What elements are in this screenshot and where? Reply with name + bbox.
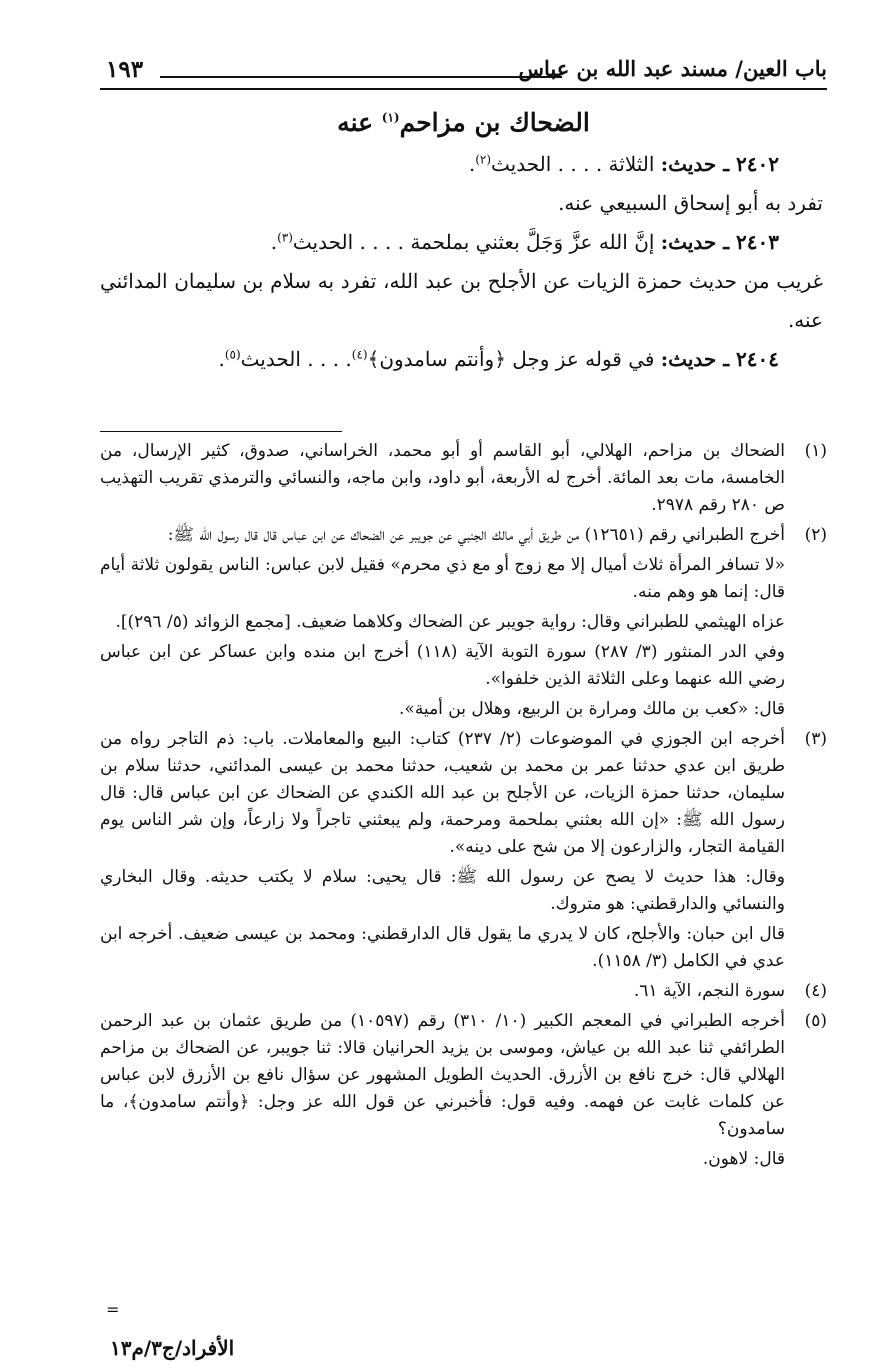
hadith-2402 xyxy=(100,145,827,184)
footnote-para: الضحاك بن مزاحم، الهلالي، أبو القاسم أو أبو محمد، الخراساني، صدوق، كثير الإرسال، من الخامسة، مات بعد المائة. أخرج له الأربعة، أبو داود، وابن ماجه، والنسائي والترمذي تقريب التهذيب ص ٢٨٠ رقم ٢٩٧٨. xyxy=(100,441,785,515)
hadith-end: . xyxy=(270,230,278,254)
footnote-separator xyxy=(100,431,342,432)
section-heading xyxy=(100,108,827,137)
footnote-para: أخرجه الطبراني في المعجم الكبير (١٠/ ٣١٠) رقم (١٠٥٩٧) من طريق عثمان بن عبد الرحمن الطرائفي ثنا عبد الله بن عياش، وموسى بن يزيد الحرانيان قالا: ثنا جويبر، عن الضحاك بن مزاحم الهلالي قال: خرج نافع بن الأزرق. الحديث الطويل المشهور عن سؤال نافع بن الأزرق لابن عباس عن كلمات غابت عن فهمه. وفيه قول: فأخبرني عن قول الله عز وجل: ﴿وأنتم سامدون﴾، ما سامدون؟ xyxy=(100,1011,785,1139)
hadith-text: إنَّ الله عزَّ وَجَلَّ بعثني بملحمة . . . . الحديث xyxy=(292,230,661,254)
main-text xyxy=(100,108,827,379)
footnote-para: أخرج الطبراني رقم (١٢٦٥١) من طريق أبي مالك الجنبي عن جويبر عن الضحاك عن ابن عباس قال قال رسول الله ﷺ: xyxy=(167,525,785,545)
footnote-body xyxy=(100,522,785,726)
footnote-ref: (٢) xyxy=(475,152,492,167)
footnote-number: (٥) xyxy=(804,1011,827,1031)
footnote-para: «لا تسافر المرأة ثلاث أميال إلا مع زوج أو مع ذي محرم» فقيل لابن عباس: الناس يقولون ثلاثة أيام قال: إنما هو وهم منه. xyxy=(100,555,785,602)
hadith-text: في قوله عز وجل ﴿وأنتم سامدون﴾ xyxy=(367,347,661,371)
hadith-end: . xyxy=(218,347,225,371)
footnotes xyxy=(100,438,827,1176)
hadith-2404 xyxy=(100,340,827,379)
footnote-body xyxy=(100,438,785,522)
footnote-para: أخرجه ابن الجوزي في الموضوعات (٢/ ٢٣٧) كتاب: البيع والمعاملات. باب: ذم التاجر رواه من طريق ابن عدي حدثنا عمر بن محمد بن شعيب، حدثنا محمد بن عيسى المدائني، حدثنا سلام بن سليمان، حدثنا حمزة الزيات، عن الأجلح بن عبد الله الكندي عن الضحاك عن ابن عباس قال: قال رسول الله ﷺ: «إن الله بعثني بملحمة ومرحمة، ولم يبعثني تاجراً ولا زارعاً، وإن شر الناس يوم القيامة التجار، والزارعون إلا من شح على دينه». xyxy=(100,729,786,857)
footnote-ref: (٣) xyxy=(277,230,293,245)
footnote-1 xyxy=(100,438,827,522)
footnote-number: (٢) xyxy=(804,525,827,545)
comment-2403: غريب من حديث حمزة الزيات عن الأجلح بن عبد الله، تفرد به سلام بن سليمان المدائني عنه. xyxy=(100,269,823,332)
footnote-para: قال ابن حبان: والأجلح، كان لا يدري ما يقول قال الدارقطني: ومحمد بن عيسى ضعيف. أخرجه ابن عدي في الكامل (٣/ ١١٥٨). xyxy=(100,924,785,971)
running-header xyxy=(100,56,827,90)
hadith-number-label: ٢٤٠٤ ـ حديث: xyxy=(660,347,779,371)
running-title: باب العين/ مسند عبد الله بن عباس xyxy=(518,56,827,81)
footnote-para: قال: «كعب بن مالك ومرارة بن الربيع، وهلال بن أمية». xyxy=(399,699,785,719)
heading-footnote-ref: (١) xyxy=(381,110,400,125)
footnote-number: (١) xyxy=(804,441,827,461)
continuation-mark: = xyxy=(106,1300,120,1319)
footnote-para: سورة النجم، الآية ٦١. xyxy=(633,981,785,1001)
footnote-ref: (٥) xyxy=(224,347,241,362)
section-heading-text: الضحاك بن مزاحم xyxy=(399,108,590,137)
hadith-2403 xyxy=(100,223,827,262)
footnote-ref: (٤) xyxy=(351,347,368,362)
header-dash-line xyxy=(160,76,562,78)
footnote-number: (٤) xyxy=(804,981,827,1001)
hadith-text-cont: . . . . الحديث xyxy=(240,347,352,371)
footnote-body xyxy=(100,1008,785,1176)
header-rule xyxy=(100,88,827,90)
hadith-number-label: ٢٤٠٣ ـ حديث: xyxy=(660,230,779,254)
hadith-end: . xyxy=(468,152,476,176)
footnote-para: عزاه الهيثمي للطبراني وقال: رواية جويبر عن الضحاك وكلاهما ضعيف. [مجمع الزوائد (٥/ ٢٩٦)]. xyxy=(115,612,785,632)
footnote-5 xyxy=(100,1008,827,1176)
comment-2402: تفرد به أبو إسحاق السبيعي عنه. xyxy=(558,191,823,215)
footnote-body xyxy=(100,978,785,1008)
footnote-4 xyxy=(100,978,827,1008)
footnote-number: (٣) xyxy=(804,729,827,749)
footnote-3 xyxy=(100,726,827,978)
footnote-para: وقال: هذا حديث لا يصح عن رسول الله ﷺ: قال يحيى: سلام لا يكتب حديثه. وقال البخاري والنسائي والدارقطني: هو متروك. xyxy=(100,867,785,914)
page-number: ١٩٣ xyxy=(106,56,144,83)
footnote-2 xyxy=(100,522,827,726)
footnote-para: وفي الدر المنثور (٣/ ٢٨٧) سورة التوبة الآية (١١٨) أخرج ابن منده وابن عساكر عن ابن عباس رضي الله عنهما وعلى الثلاثة الذين خلفوا». xyxy=(100,642,786,689)
section-heading-tail: عنه xyxy=(337,108,382,137)
footnote-para: قال: لاهون. xyxy=(702,1149,785,1169)
footnote-body xyxy=(100,726,785,978)
hadith-text: الثلاثة . . . . الحديث xyxy=(491,152,661,176)
footer-signature: الأفراد/ج٣/م١٣ xyxy=(110,1336,235,1360)
hadith-number-label: ٢٤٠٢ ـ حديث: xyxy=(660,152,779,176)
